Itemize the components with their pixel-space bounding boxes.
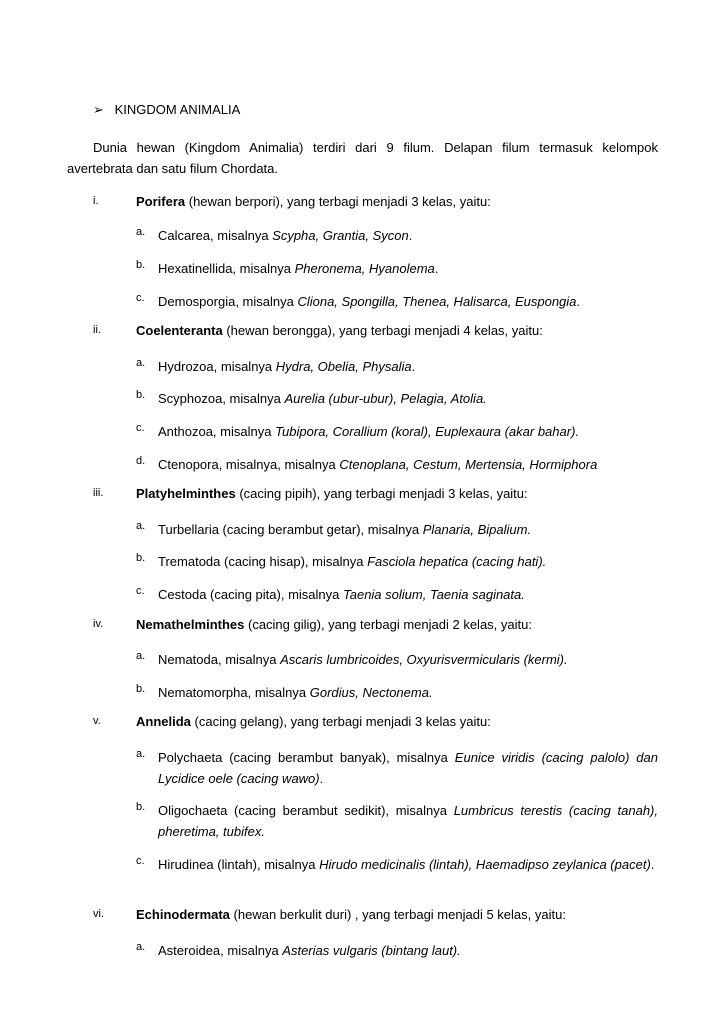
- phylum-number: i.: [93, 195, 99, 207]
- phylum-description: (cacing pipih), yang terbagi menjadi 3 kelas, yaitu:: [235, 486, 528, 501]
- item-letter: c.: [136, 292, 145, 304]
- phylum-number: ii.: [93, 324, 101, 336]
- intro-line-1: Dunia hewan (Kingdom Animalia) terdiri dari 9 filum. Delapan filum termasuk kelompok: [93, 140, 658, 155]
- phylum-name: Porifera: [136, 194, 186, 209]
- item-examples: Scypha, Grantia, Sycon: [272, 228, 409, 243]
- phylum-line: [136, 486, 528, 501]
- arrow-bullet-icon: ➢: [93, 102, 104, 117]
- item-letter: a.: [136, 226, 146, 238]
- phylum-name: Nemathelminthes: [136, 617, 245, 632]
- item-examples: Pheronema, Hyanolema: [294, 261, 435, 276]
- item-letter: b.: [136, 259, 146, 271]
- item-text: Hirudinea (lintah), misalnya: [158, 857, 320, 872]
- item-examples: Cliona, Spongilla, Thenea, Halisarca, Euspongia: [297, 294, 577, 309]
- item-suffix: .: [319, 771, 324, 786]
- item-letter: b.: [136, 389, 146, 401]
- item-text: Calcarea, misalnya: [158, 228, 273, 243]
- item-text: Scyphozoa, misalnya: [158, 391, 285, 406]
- item-suffix: .: [411, 359, 416, 374]
- phylum-description: (hewan berongga), yang terbagi menjadi 4 kelas, yaitu:: [222, 323, 543, 338]
- phylum-name: Coelenteranta: [136, 323, 223, 338]
- item-examples: Eunice viridis (cacing palolo) dan Lycidice oele (cacing wawo): [158, 750, 658, 786]
- item-examples: Ctenoplana, Cestum, Mertensia, Hormiphora: [339, 457, 598, 472]
- item-text: Asteroidea, misalnya: [158, 943, 283, 958]
- item-letter: d.: [136, 455, 146, 467]
- phylum-description: (hewan berpori), yang terbagi menjadi 3 kelas, yaitu:: [185, 194, 491, 209]
- section-heading: [93, 102, 240, 118]
- item-letter: c.: [136, 422, 145, 434]
- item-letter: c.: [136, 855, 145, 867]
- item-text: Demosporgia, misalnya: [158, 294, 298, 309]
- item-text: Polychaeta (cacing berambut banyak), misalnya: [158, 750, 455, 765]
- item-text: Hexatinellida, misalnya: [158, 261, 295, 276]
- item-examples: Hirudo medicinalis (lintah), Haemadipso zeylanica (pacet): [319, 857, 651, 872]
- item-examples: Aurelia (ubur-ubur), Pelagia, Atolia.: [284, 391, 487, 406]
- heading-title: KINGDOM ANIMALIA: [114, 102, 241, 117]
- intro-line-2: avertebrata dan satu filum Chordata.: [67, 161, 279, 176]
- item-examples: Tubipora, Corallium (koral), Euplexaura (akar bahar).: [275, 424, 580, 439]
- phylum-name: Annelida: [136, 714, 191, 729]
- item-examples: Ascaris lumbricoides, Oxyurisvermicularis (kermi).: [280, 652, 568, 667]
- item-text: Trematoda (cacing hisap), misalnya: [158, 554, 368, 569]
- item-text: Ctenopora, misalnya, misalnya: [158, 457, 340, 472]
- phylum-number: iii.: [93, 487, 104, 499]
- phylum-line: [136, 617, 532, 632]
- item-text: Nematoda, misalnya: [158, 652, 281, 667]
- phylum-line: [136, 194, 491, 209]
- item-letter: b.: [136, 801, 146, 813]
- item-examples: Gordius, Nectonema.: [309, 685, 433, 700]
- phylum-number: iv.: [93, 618, 104, 630]
- item-letter: b.: [136, 552, 146, 564]
- item-examples: Planaria, Bipalium.: [422, 522, 532, 537]
- item-letter: a.: [136, 941, 146, 953]
- phylum-name: Echinodermata: [136, 907, 230, 922]
- item-text: Cestoda (cacing pita), misalnya: [158, 587, 343, 602]
- item-suffix: .: [650, 857, 655, 872]
- item-examples: Fasciola hepatica (cacing hati).: [367, 554, 547, 569]
- item-letter: a.: [136, 748, 146, 760]
- phylum-line: [136, 907, 566, 922]
- item-text: Turbellaria (cacing berambut getar), misalnya: [158, 522, 423, 537]
- phylum-number: vi.: [93, 908, 104, 920]
- item-suffix: .: [408, 228, 413, 243]
- phylum-description: (hewan berkulit duri) , yang terbagi menjadi 5 kelas, yaitu:: [229, 907, 566, 922]
- item-letter: a.: [136, 520, 146, 532]
- item-examples: Taenia solium, Taenia saginata.: [342, 587, 525, 602]
- item-text: Anthozoa, misalnya: [158, 424, 276, 439]
- item-suffix: .: [576, 294, 581, 309]
- item-letter: a.: [136, 650, 146, 662]
- item-text: Nematomorpha, misalnya: [158, 685, 310, 700]
- phylum-line: [136, 323, 543, 338]
- item-text: Hydrozoa, misalnya: [158, 359, 276, 374]
- phylum-description: (cacing gelang), yang terbagi menjadi 3 kelas yaitu:: [190, 714, 491, 729]
- item-examples: Lumbricus terestis (cacing tanah), pheretima, tubifex.: [158, 803, 658, 839]
- phylum-number: v.: [93, 715, 101, 727]
- item-letter: b.: [136, 683, 146, 695]
- intro-paragraph: [67, 137, 658, 179]
- item-examples: Hydra, Obelia, Physalia: [275, 359, 412, 374]
- phylum-description: (cacing gilig), yang terbagi menjadi 2 kelas, yaitu:: [244, 617, 532, 632]
- phylum-name: Platyhelminthes: [136, 486, 236, 501]
- item-suffix: .: [434, 261, 439, 276]
- item-examples: Asterias vulgaris (bintang laut).: [282, 943, 461, 958]
- item-text: Oligochaeta (cacing berambut sedikit), misalnya: [158, 803, 454, 818]
- phylum-line: [136, 714, 491, 729]
- item-letter: a.: [136, 357, 146, 369]
- item-letter: c.: [136, 585, 145, 597]
